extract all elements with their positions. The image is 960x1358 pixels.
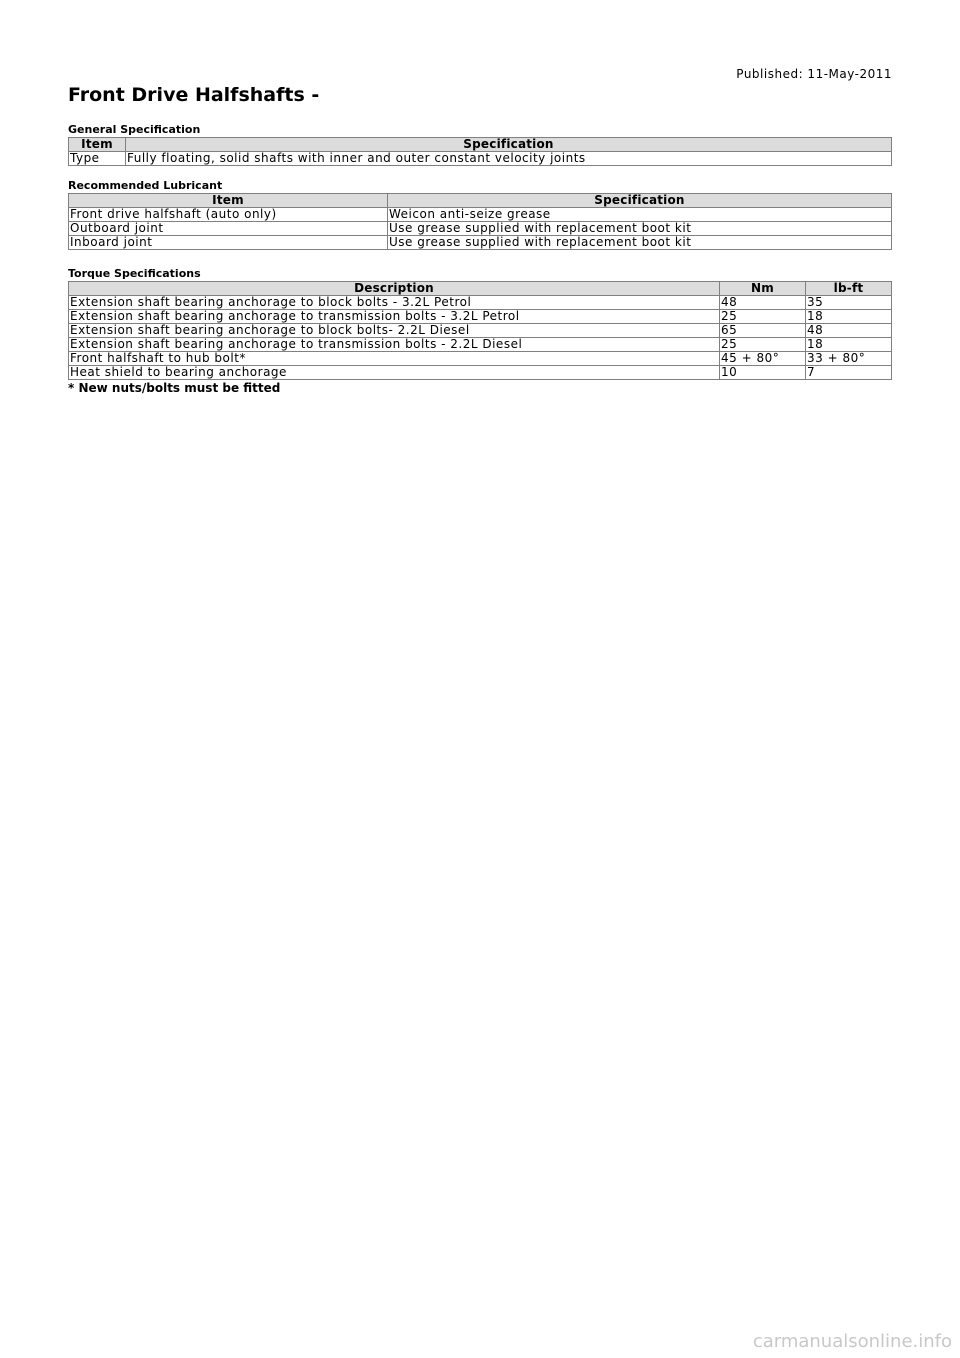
table-row — [69, 366, 892, 380]
table-cell: Extension shaft bearing anchorage to block bolts - 3.2L Petrol — [69, 296, 720, 310]
table-cell: Type — [69, 152, 126, 166]
table-cell: 35 — [806, 296, 892, 310]
table-cell: Outboard joint — [69, 222, 388, 236]
torque-specifications-section — [68, 267, 892, 395]
table-cell: 25 — [720, 310, 806, 324]
table-cell: Front drive halfshaft (auto only) — [69, 208, 388, 222]
column-header: Nm — [720, 282, 806, 296]
table-cell: Use grease supplied with replacement boot kit — [388, 222, 892, 236]
table-cell: 33 + 80° — [806, 352, 892, 366]
table-cell: 18 — [806, 338, 892, 352]
table-cell: 45 + 80° — [720, 352, 806, 366]
table-cell: 48 — [806, 324, 892, 338]
table-cell: 18 — [806, 310, 892, 324]
table-row — [69, 338, 892, 352]
column-header: Specification — [126, 138, 892, 152]
table-header-row — [69, 138, 892, 152]
table-row — [69, 236, 892, 250]
column-header: Specification — [388, 194, 892, 208]
table-cell: Fully floating, solid shafts with inner and outer constant velocity joints — [126, 152, 892, 166]
table-row — [69, 152, 892, 166]
table-cell: Front halfshaft to hub bolt* — [69, 352, 720, 366]
torque-specifications-table — [68, 281, 892, 380]
published-date: Published: 11-May-2011 — [736, 67, 892, 81]
table-row — [69, 352, 892, 366]
table-header-row — [69, 282, 892, 296]
table-cell: Use grease supplied with replacement boot kit — [388, 236, 892, 250]
fitting-note: * New nuts/bolts must be fitted — [68, 381, 281, 395]
table-row — [69, 310, 892, 324]
table-cell: Weicon anti-seize grease — [388, 208, 892, 222]
table-cell: 7 — [806, 366, 892, 380]
table-header-row — [69, 194, 892, 208]
general-specification-section — [68, 123, 892, 166]
column-header: Item — [69, 138, 126, 152]
table-row — [69, 222, 892, 236]
table-cell: 65 — [720, 324, 806, 338]
table-row — [69, 324, 892, 338]
column-header: Description — [69, 282, 720, 296]
recommended-lubricant-section — [68, 179, 892, 250]
column-header: lb-ft — [806, 282, 892, 296]
section-heading: Torque Specifications — [68, 267, 201, 280]
table-row — [69, 296, 892, 310]
table-row — [69, 208, 892, 222]
table-cell: 25 — [720, 338, 806, 352]
table-cell: 10 — [720, 366, 806, 380]
recommended-lubricant-table — [68, 193, 892, 250]
page-title: Front Drive Halfshafts - — [68, 84, 320, 106]
section-heading: Recommended Lubricant — [68, 179, 223, 192]
watermark: carmanualsonline.info — [752, 1331, 952, 1352]
table-cell: Heat shield to bearing anchorage — [69, 366, 720, 380]
table-cell: Extension shaft bearing anchorage to transmission bolts - 3.2L Petrol — [69, 310, 720, 324]
section-heading: General Specification — [68, 123, 201, 136]
table-cell: Inboard joint — [69, 236, 388, 250]
table-cell: Extension shaft bearing anchorage to transmission bolts - 2.2L Diesel — [69, 338, 720, 352]
general-specification-table — [68, 137, 892, 166]
table-cell: 48 — [720, 296, 806, 310]
column-header: Item — [69, 194, 388, 208]
table-cell: Extension shaft bearing anchorage to block bolts- 2.2L Diesel — [69, 324, 720, 338]
